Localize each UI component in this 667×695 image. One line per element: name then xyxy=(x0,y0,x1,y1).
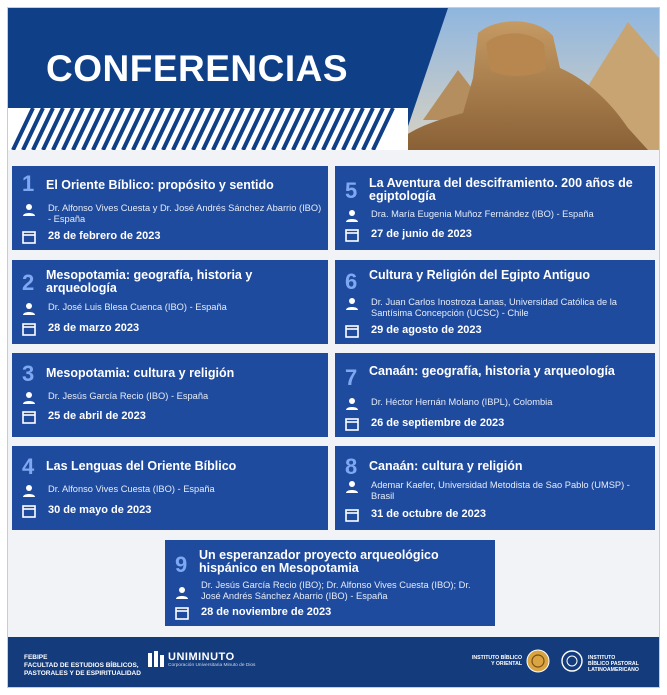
uniminuto-name: UNIMINUTO xyxy=(168,650,235,663)
footer-logos xyxy=(8,637,659,687)
calendar-icon xyxy=(22,504,36,518)
speaker-icon xyxy=(22,484,36,498)
conference-title: Las Lenguas del Oriente Bíblico xyxy=(46,459,237,473)
conference-date: 27 de junio de 2023 xyxy=(371,228,472,240)
conference-card-1 xyxy=(12,166,328,250)
calendar-icon xyxy=(22,322,36,336)
conference-speaker: Dra. María Eugenia Muñoz Fernández (IBO) - España xyxy=(371,209,594,219)
conference-date: 30 de mayo de 2023 xyxy=(48,504,152,516)
calendar-icon xyxy=(22,230,36,244)
conference-date: 31 de octubre de 2023 xyxy=(371,508,486,520)
conference-number: 7 xyxy=(345,365,358,390)
conference-title: Un esperanzador proyecto arqueológico hispánico en Mesopotamia xyxy=(199,548,439,575)
febipe-logo-text: FEBIPE FACULTAD DE ESTUDIOS BÍBLICOS, PASTORALES Y DE ESPIRITUALIDAD xyxy=(24,654,141,677)
conference-number: 9 xyxy=(175,552,188,577)
conference-number: 5 xyxy=(345,178,358,203)
conference-speaker: Dr. Jesús García Recio (IBO) - España xyxy=(48,391,209,401)
speaker-icon xyxy=(345,397,359,411)
conference-date: 28 de febrero de 2023 xyxy=(48,230,161,242)
conference-title: El Oriente Bíblico: propósito y sentido xyxy=(46,178,274,192)
speaker-icon xyxy=(22,391,36,405)
calendar-icon xyxy=(345,508,359,522)
speaker-icon xyxy=(345,209,359,223)
conference-speaker: Dr. Jesús García Recio (IBO); Dr. Alfonso Vives Cuesta (IBO); Dr. José Andrés Sánchez Abarrio (IBO) - España xyxy=(201,580,471,601)
conference-title: Mesopotamia: geografía, historia y arqueología xyxy=(46,268,253,295)
conference-card-8 xyxy=(335,446,655,530)
conference-card-4 xyxy=(12,446,328,530)
ibpl-logo-text: INSTITUTO BÍBLICO PASTORAL LATINOAMERICANO xyxy=(588,655,639,673)
conference-speaker: Dr. Alfonso Vives Cuesta (IBO) - España xyxy=(48,484,215,494)
conference-card-2 xyxy=(12,260,328,344)
conference-speaker: Dr. Alfonso Vives Cuesta y Dr. José Andrés Sánchez Abarrio (IBO) - España xyxy=(48,203,322,224)
conference-date: 26 de septiembre de 2023 xyxy=(371,417,505,429)
conference-date: 25 de abril de 2023 xyxy=(48,410,146,422)
diagonal-stripes xyxy=(8,108,408,150)
conference-title: Cultura y Religión del Egipto Antiguo xyxy=(369,268,591,282)
conference-card-9 xyxy=(165,540,495,626)
conference-number: 8 xyxy=(345,454,358,479)
speaker-icon xyxy=(345,297,359,311)
conference-title: La Aventura del desciframiento. 200 años de egiptología xyxy=(369,176,633,203)
conference-number: 4 xyxy=(22,454,35,479)
calendar-icon xyxy=(345,324,359,338)
conference-speaker: Ademar Kaefer, Universidad Metodista de Sao Pablo (UMSP) - Brasil xyxy=(371,480,630,501)
conference-speaker: Dr. José Luis Blesa Cuenca (IBO) - España xyxy=(48,302,227,312)
poster xyxy=(7,7,660,688)
header-banner xyxy=(8,8,659,150)
conference-card-5 xyxy=(335,166,655,250)
speaker-icon xyxy=(22,203,36,217)
uniminuto-mark-icon xyxy=(148,651,164,669)
conference-number: 3 xyxy=(22,361,35,386)
conference-card-3 xyxy=(12,353,328,437)
page-title: CONFERENCIAS xyxy=(46,48,349,89)
ibo-seal-icon xyxy=(526,649,550,673)
ibo-logo-text: INSTITUTO BÍBLICO Y ORIENTAL xyxy=(471,655,522,667)
ibpl-seal-icon xyxy=(561,649,583,673)
conference-date: 28 de noviembre de 2023 xyxy=(201,606,332,618)
conference-speaker: Dr. Juan Carlos Inostroza Lanas, Universidad Católica de la Santísima Concepción (UCSC) - Chile xyxy=(371,297,617,318)
speaker-icon xyxy=(22,302,36,316)
calendar-icon xyxy=(345,417,359,431)
conference-card-7 xyxy=(335,353,655,437)
conference-date: 28 de marzo 2023 xyxy=(48,322,140,334)
speaker-icon xyxy=(175,586,189,600)
conference-title: Mesopotamia: cultura y religión xyxy=(46,366,235,380)
conference-speaker: Dr. Héctor Hernán Molano (IBPL), Colombia xyxy=(371,397,553,407)
conference-date: 29 de agosto de 2023 xyxy=(371,324,482,336)
calendar-icon xyxy=(345,228,359,242)
calendar-icon xyxy=(175,606,189,620)
calendar-icon xyxy=(22,410,36,424)
uniminuto-logo xyxy=(148,651,255,669)
conference-number: 6 xyxy=(345,269,358,294)
conference-number: 1 xyxy=(22,171,35,196)
conference-title: Canaán: cultura y religión xyxy=(369,459,523,473)
conference-title: Canaán: geografía, historia y arqueología xyxy=(369,364,615,378)
conference-number: 2 xyxy=(22,270,35,295)
conference-card-6 xyxy=(335,260,655,344)
uniminuto-tagline: Corporación Universitaria Minuto de Dios xyxy=(168,662,256,668)
speaker-icon xyxy=(345,480,359,494)
